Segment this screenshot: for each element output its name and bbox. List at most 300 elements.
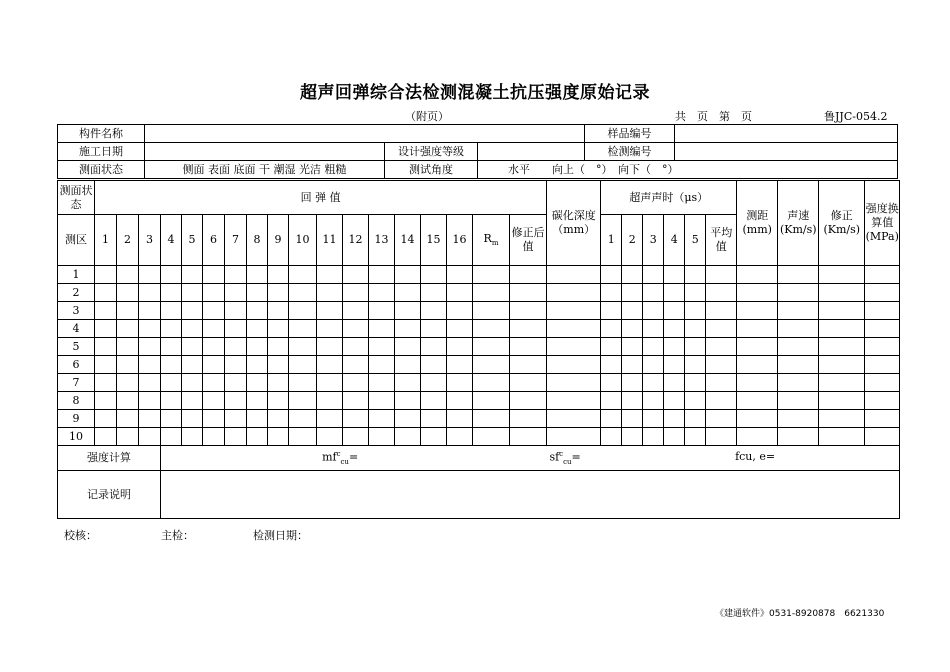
data-cell[interactable]	[95, 338, 117, 356]
data-cell[interactable]	[182, 410, 203, 428]
data-cell[interactable]	[161, 284, 182, 302]
data-cell[interactable]	[268, 320, 289, 338]
data-cell[interactable]	[819, 356, 865, 374]
data-cell[interactable]	[547, 428, 601, 446]
data-cell[interactable]	[317, 302, 343, 320]
data-cell[interactable]	[601, 338, 622, 356]
data-cell[interactable]	[473, 356, 510, 374]
data-cell[interactable]	[317, 428, 343, 446]
data-cell[interactable]	[706, 284, 737, 302]
data-cell[interactable]	[622, 374, 643, 392]
data-cell[interactable]	[706, 356, 737, 374]
data-cell[interactable]	[622, 266, 643, 284]
data-cell[interactable]	[473, 392, 510, 410]
data-cell[interactable]	[161, 374, 182, 392]
data-cell[interactable]	[247, 266, 268, 284]
data-cell[interactable]	[139, 266, 161, 284]
data-cell[interactable]	[247, 392, 268, 410]
data-cell[interactable]	[343, 284, 369, 302]
data-cell[interactable]	[865, 356, 900, 374]
data-cell[interactable]	[819, 374, 865, 392]
data-cell[interactable]	[601, 266, 622, 284]
surface-state-options[interactable]: 侧面 表面 底面 干 潮湿 光洁 粗糙	[145, 161, 385, 179]
data-cell[interactable]	[182, 266, 203, 284]
data-cell[interactable]	[865, 338, 900, 356]
data-cell[interactable]	[778, 284, 819, 302]
data-cell[interactable]	[95, 284, 117, 302]
data-cell[interactable]	[865, 374, 900, 392]
data-cell[interactable]	[161, 302, 182, 320]
data-cell[interactable]	[706, 266, 737, 284]
test-no-field[interactable]	[675, 143, 898, 161]
data-cell[interactable]	[685, 356, 706, 374]
data-cell[interactable]	[369, 410, 395, 428]
data-cell[interactable]	[778, 392, 819, 410]
data-cell[interactable]	[685, 338, 706, 356]
data-cell[interactable]	[447, 356, 473, 374]
data-cell[interactable]	[447, 392, 473, 410]
data-cell[interactable]	[161, 356, 182, 374]
data-cell[interactable]	[819, 338, 865, 356]
data-cell[interactable]	[247, 320, 268, 338]
data-cell[interactable]	[819, 410, 865, 428]
data-cell[interactable]	[778, 428, 819, 446]
construction-date-field[interactable]	[145, 143, 385, 161]
data-cell[interactable]	[95, 356, 117, 374]
data-cell[interactable]	[473, 374, 510, 392]
data-cell[interactable]	[547, 356, 601, 374]
data-cell[interactable]	[395, 338, 421, 356]
data-cell[interactable]	[664, 266, 685, 284]
data-cell[interactable]	[268, 428, 289, 446]
data-cell[interactable]	[865, 302, 900, 320]
sample-no-field[interactable]	[675, 125, 898, 143]
data-cell[interactable]	[225, 428, 247, 446]
data-cell[interactable]	[737, 284, 778, 302]
data-cell[interactable]	[865, 392, 900, 410]
data-cell[interactable]	[182, 302, 203, 320]
data-cell[interactable]	[737, 356, 778, 374]
data-cell[interactable]	[510, 428, 547, 446]
data-cell[interactable]	[343, 266, 369, 284]
data-cell[interactable]	[203, 428, 225, 446]
data-cell[interactable]	[203, 266, 225, 284]
data-cell[interactable]	[317, 266, 343, 284]
data-cell[interactable]	[317, 374, 343, 392]
data-cell[interactable]	[706, 392, 737, 410]
data-cell[interactable]	[343, 320, 369, 338]
data-cell[interactable]	[510, 392, 547, 410]
data-cell[interactable]	[706, 302, 737, 320]
data-cell[interactable]	[182, 356, 203, 374]
data-cell[interactable]	[865, 428, 900, 446]
data-cell[interactable]	[182, 320, 203, 338]
data-cell[interactable]	[247, 338, 268, 356]
data-cell[interactable]	[473, 338, 510, 356]
data-cell[interactable]	[225, 302, 247, 320]
data-cell[interactable]	[622, 284, 643, 302]
data-cell[interactable]	[95, 374, 117, 392]
data-cell[interactable]	[139, 392, 161, 410]
data-cell[interactable]	[369, 374, 395, 392]
data-cell[interactable]	[268, 266, 289, 284]
data-cell[interactable]	[395, 428, 421, 446]
data-cell[interactable]	[289, 374, 317, 392]
data-cell[interactable]	[643, 356, 664, 374]
data-cell[interactable]	[161, 428, 182, 446]
data-cell[interactable]	[643, 410, 664, 428]
data-cell[interactable]	[203, 356, 225, 374]
data-cell[interactable]	[268, 410, 289, 428]
data-cell[interactable]	[706, 338, 737, 356]
data-cell[interactable]	[865, 320, 900, 338]
data-cell[interactable]	[247, 374, 268, 392]
data-cell[interactable]	[685, 410, 706, 428]
test-angle-options[interactable]: 水平 向上（ °） 向下（ °）	[478, 161, 898, 179]
data-cell[interactable]	[643, 284, 664, 302]
data-cell[interactable]	[161, 410, 182, 428]
data-cell[interactable]	[247, 302, 268, 320]
data-cell[interactable]	[421, 392, 447, 410]
data-cell[interactable]	[737, 338, 778, 356]
data-cell[interactable]	[343, 356, 369, 374]
data-cell[interactable]	[117, 284, 139, 302]
data-cell[interactable]	[369, 338, 395, 356]
data-cell[interactable]	[161, 320, 182, 338]
data-cell[interactable]	[117, 392, 139, 410]
data-cell[interactable]	[289, 392, 317, 410]
data-cell[interactable]	[685, 320, 706, 338]
data-cell[interactable]	[664, 284, 685, 302]
data-cell[interactable]	[421, 410, 447, 428]
data-cell[interactable]	[225, 392, 247, 410]
data-cell[interactable]	[421, 338, 447, 356]
data-cell[interactable]	[203, 392, 225, 410]
data-cell[interactable]	[343, 302, 369, 320]
data-cell[interactable]	[664, 320, 685, 338]
data-cell[interactable]	[343, 428, 369, 446]
data-cell[interactable]	[95, 320, 117, 338]
data-cell[interactable]	[447, 338, 473, 356]
data-cell[interactable]	[547, 266, 601, 284]
data-cell[interactable]	[421, 320, 447, 338]
data-cell[interactable]	[706, 428, 737, 446]
strength-calc-field[interactable]	[161, 446, 900, 471]
data-cell[interactable]	[685, 374, 706, 392]
data-cell[interactable]	[343, 410, 369, 428]
data-cell[interactable]	[421, 428, 447, 446]
data-cell[interactable]	[664, 428, 685, 446]
data-cell[interactable]	[317, 410, 343, 428]
data-cell[interactable]	[447, 284, 473, 302]
data-cell[interactable]	[510, 302, 547, 320]
data-cell[interactable]	[139, 302, 161, 320]
data-cell[interactable]	[203, 302, 225, 320]
data-cell[interactable]	[161, 338, 182, 356]
data-cell[interactable]	[601, 284, 622, 302]
data-cell[interactable]	[139, 356, 161, 374]
notes-field[interactable]	[161, 471, 900, 519]
data-cell[interactable]	[778, 356, 819, 374]
data-cell[interactable]	[601, 320, 622, 338]
data-cell[interactable]	[778, 374, 819, 392]
data-cell[interactable]	[182, 374, 203, 392]
data-cell[interactable]	[510, 374, 547, 392]
data-cell[interactable]	[510, 266, 547, 284]
data-cell[interactable]	[447, 320, 473, 338]
data-cell[interactable]	[139, 428, 161, 446]
data-cell[interactable]	[601, 374, 622, 392]
data-cell[interactable]	[447, 410, 473, 428]
data-cell[interactable]	[706, 410, 737, 428]
data-cell[interactable]	[289, 284, 317, 302]
data-cell[interactable]	[139, 338, 161, 356]
data-cell[interactable]	[685, 302, 706, 320]
data-cell[interactable]	[203, 320, 225, 338]
data-cell[interactable]	[664, 374, 685, 392]
data-cell[interactable]	[819, 284, 865, 302]
component-name-field[interactable]	[145, 125, 585, 143]
data-cell[interactable]	[547, 410, 601, 428]
data-cell[interactable]	[622, 356, 643, 374]
data-cell[interactable]	[421, 284, 447, 302]
data-cell[interactable]	[473, 284, 510, 302]
data-cell[interactable]	[369, 392, 395, 410]
data-cell[interactable]	[664, 356, 685, 374]
data-cell[interactable]	[139, 374, 161, 392]
data-cell[interactable]	[317, 320, 343, 338]
data-cell[interactable]	[664, 302, 685, 320]
data-cell[interactable]	[247, 428, 268, 446]
data-cell[interactable]	[182, 284, 203, 302]
data-cell[interactable]	[865, 284, 900, 302]
data-cell[interactable]	[117, 266, 139, 284]
data-cell[interactable]	[510, 356, 547, 374]
data-cell[interactable]	[510, 284, 547, 302]
data-cell[interactable]	[622, 320, 643, 338]
data-cell[interactable]	[622, 392, 643, 410]
data-cell[interactable]	[268, 338, 289, 356]
data-cell[interactable]	[664, 410, 685, 428]
data-cell[interactable]	[510, 338, 547, 356]
data-cell[interactable]	[664, 338, 685, 356]
data-cell[interactable]	[317, 284, 343, 302]
data-cell[interactable]	[225, 356, 247, 374]
data-cell[interactable]	[289, 428, 317, 446]
data-cell[interactable]	[643, 266, 664, 284]
data-cell[interactable]	[819, 428, 865, 446]
data-cell[interactable]	[643, 392, 664, 410]
data-cell[interactable]	[601, 392, 622, 410]
data-cell[interactable]	[289, 320, 317, 338]
data-cell[interactable]	[547, 374, 601, 392]
data-cell[interactable]	[643, 428, 664, 446]
data-cell[interactable]	[510, 320, 547, 338]
data-cell[interactable]	[447, 374, 473, 392]
data-cell[interactable]	[664, 392, 685, 410]
data-cell[interactable]	[643, 302, 664, 320]
data-cell[interactable]	[778, 320, 819, 338]
data-cell[interactable]	[447, 266, 473, 284]
data-cell[interactable]	[203, 374, 225, 392]
data-cell[interactable]	[182, 392, 203, 410]
data-cell[interactable]	[778, 266, 819, 284]
data-cell[interactable]	[369, 320, 395, 338]
data-cell[interactable]	[622, 410, 643, 428]
data-cell[interactable]	[117, 338, 139, 356]
data-cell[interactable]	[778, 338, 819, 356]
data-cell[interactable]	[737, 410, 778, 428]
data-cell[interactable]	[473, 320, 510, 338]
data-cell[interactable]	[95, 266, 117, 284]
data-cell[interactable]	[247, 356, 268, 374]
data-cell[interactable]	[643, 374, 664, 392]
data-cell[interactable]	[473, 266, 510, 284]
data-cell[interactable]	[161, 392, 182, 410]
data-cell[interactable]	[547, 320, 601, 338]
data-cell[interactable]	[247, 410, 268, 428]
data-cell[interactable]	[95, 392, 117, 410]
data-cell[interactable]	[865, 266, 900, 284]
data-cell[interactable]	[737, 374, 778, 392]
data-cell[interactable]	[225, 266, 247, 284]
data-cell[interactable]	[317, 338, 343, 356]
data-cell[interactable]	[343, 374, 369, 392]
data-cell[interactable]	[778, 410, 819, 428]
data-cell[interactable]	[395, 284, 421, 302]
data-cell[interactable]	[601, 410, 622, 428]
design-grade-field[interactable]	[478, 143, 585, 161]
data-cell[interactable]	[395, 266, 421, 284]
data-cell[interactable]	[685, 284, 706, 302]
data-cell[interactable]	[369, 428, 395, 446]
data-cell[interactable]	[447, 428, 473, 446]
data-cell[interactable]	[139, 320, 161, 338]
data-cell[interactable]	[117, 410, 139, 428]
data-cell[interactable]	[225, 338, 247, 356]
strength-calc-label: 强度计算	[58, 446, 161, 471]
data-cell[interactable]	[547, 302, 601, 320]
data-cell[interactable]	[203, 338, 225, 356]
data-cell[interactable]	[117, 374, 139, 392]
data-cell[interactable]	[395, 392, 421, 410]
data-cell[interactable]	[268, 302, 289, 320]
data-cell[interactable]	[643, 320, 664, 338]
data-cell[interactable]	[421, 266, 447, 284]
data-cell[interactable]	[421, 356, 447, 374]
data-cell[interactable]	[685, 266, 706, 284]
data-cell[interactable]	[225, 374, 247, 392]
data-cell[interactable]	[117, 356, 139, 374]
data-cell[interactable]	[547, 392, 601, 410]
data-cell[interactable]	[117, 320, 139, 338]
data-cell[interactable]	[601, 428, 622, 446]
data-cell[interactable]	[369, 302, 395, 320]
data-cell[interactable]	[819, 392, 865, 410]
data-cell[interactable]	[369, 266, 395, 284]
data-cell[interactable]	[289, 266, 317, 284]
data-cell[interactable]	[473, 428, 510, 446]
data-cell[interactable]	[225, 320, 247, 338]
data-cell[interactable]	[268, 356, 289, 374]
data-cell[interactable]	[182, 338, 203, 356]
data-cell[interactable]	[203, 410, 225, 428]
data-cell[interactable]	[778, 302, 819, 320]
data-cell[interactable]	[268, 392, 289, 410]
data-cell[interactable]	[225, 284, 247, 302]
data-cell[interactable]	[395, 320, 421, 338]
data-cell[interactable]	[685, 428, 706, 446]
data-cell[interactable]	[421, 302, 447, 320]
data-cell[interactable]	[395, 356, 421, 374]
data-cell[interactable]	[706, 320, 737, 338]
data-cell[interactable]	[95, 410, 117, 428]
data-cell[interactable]	[622, 428, 643, 446]
data-cell[interactable]	[317, 392, 343, 410]
data-cell[interactable]	[395, 302, 421, 320]
data-cell[interactable]	[643, 338, 664, 356]
data-cell[interactable]	[139, 284, 161, 302]
data-cell[interactable]	[737, 320, 778, 338]
data-cell[interactable]	[268, 284, 289, 302]
data-cell[interactable]	[395, 410, 421, 428]
data-cell[interactable]	[737, 392, 778, 410]
data-cell[interactable]	[473, 302, 510, 320]
data-cell[interactable]	[819, 302, 865, 320]
data-cell[interactable]	[547, 284, 601, 302]
data-cell[interactable]	[737, 302, 778, 320]
data-cell[interactable]	[289, 356, 317, 374]
data-cell[interactable]	[622, 302, 643, 320]
data-cell[interactable]	[706, 374, 737, 392]
data-cell[interactable]	[117, 302, 139, 320]
data-cell[interactable]	[95, 428, 117, 446]
data-cell[interactable]	[203, 284, 225, 302]
data-cell[interactable]	[268, 374, 289, 392]
data-cell[interactable]	[317, 356, 343, 374]
data-cell[interactable]	[182, 428, 203, 446]
data-cell[interactable]	[601, 302, 622, 320]
data-cell[interactable]	[819, 266, 865, 284]
data-cell[interactable]	[225, 410, 247, 428]
data-cell[interactable]	[473, 410, 510, 428]
data-cell[interactable]	[247, 284, 268, 302]
data-cell[interactable]	[865, 410, 900, 428]
data-cell[interactable]	[117, 428, 139, 446]
data-cell[interactable]	[289, 338, 317, 356]
data-cell[interactable]	[547, 338, 601, 356]
data-cell[interactable]	[289, 302, 317, 320]
data-cell[interactable]	[510, 410, 547, 428]
data-cell[interactable]	[601, 356, 622, 374]
data-cell[interactable]	[395, 374, 421, 392]
data-cell[interactable]	[447, 302, 473, 320]
data-cell[interactable]	[343, 392, 369, 410]
data-cell[interactable]	[737, 266, 778, 284]
data-cell[interactable]	[685, 392, 706, 410]
data-cell[interactable]	[343, 338, 369, 356]
data-cell[interactable]	[421, 374, 447, 392]
data-cell[interactable]	[289, 410, 317, 428]
data-cell[interactable]	[369, 284, 395, 302]
data-cell[interactable]	[95, 302, 117, 320]
data-cell[interactable]	[737, 428, 778, 446]
data-cell[interactable]	[369, 356, 395, 374]
data-cell[interactable]	[161, 266, 182, 284]
data-cell[interactable]	[139, 410, 161, 428]
data-cell[interactable]	[622, 338, 643, 356]
data-cell[interactable]	[819, 320, 865, 338]
